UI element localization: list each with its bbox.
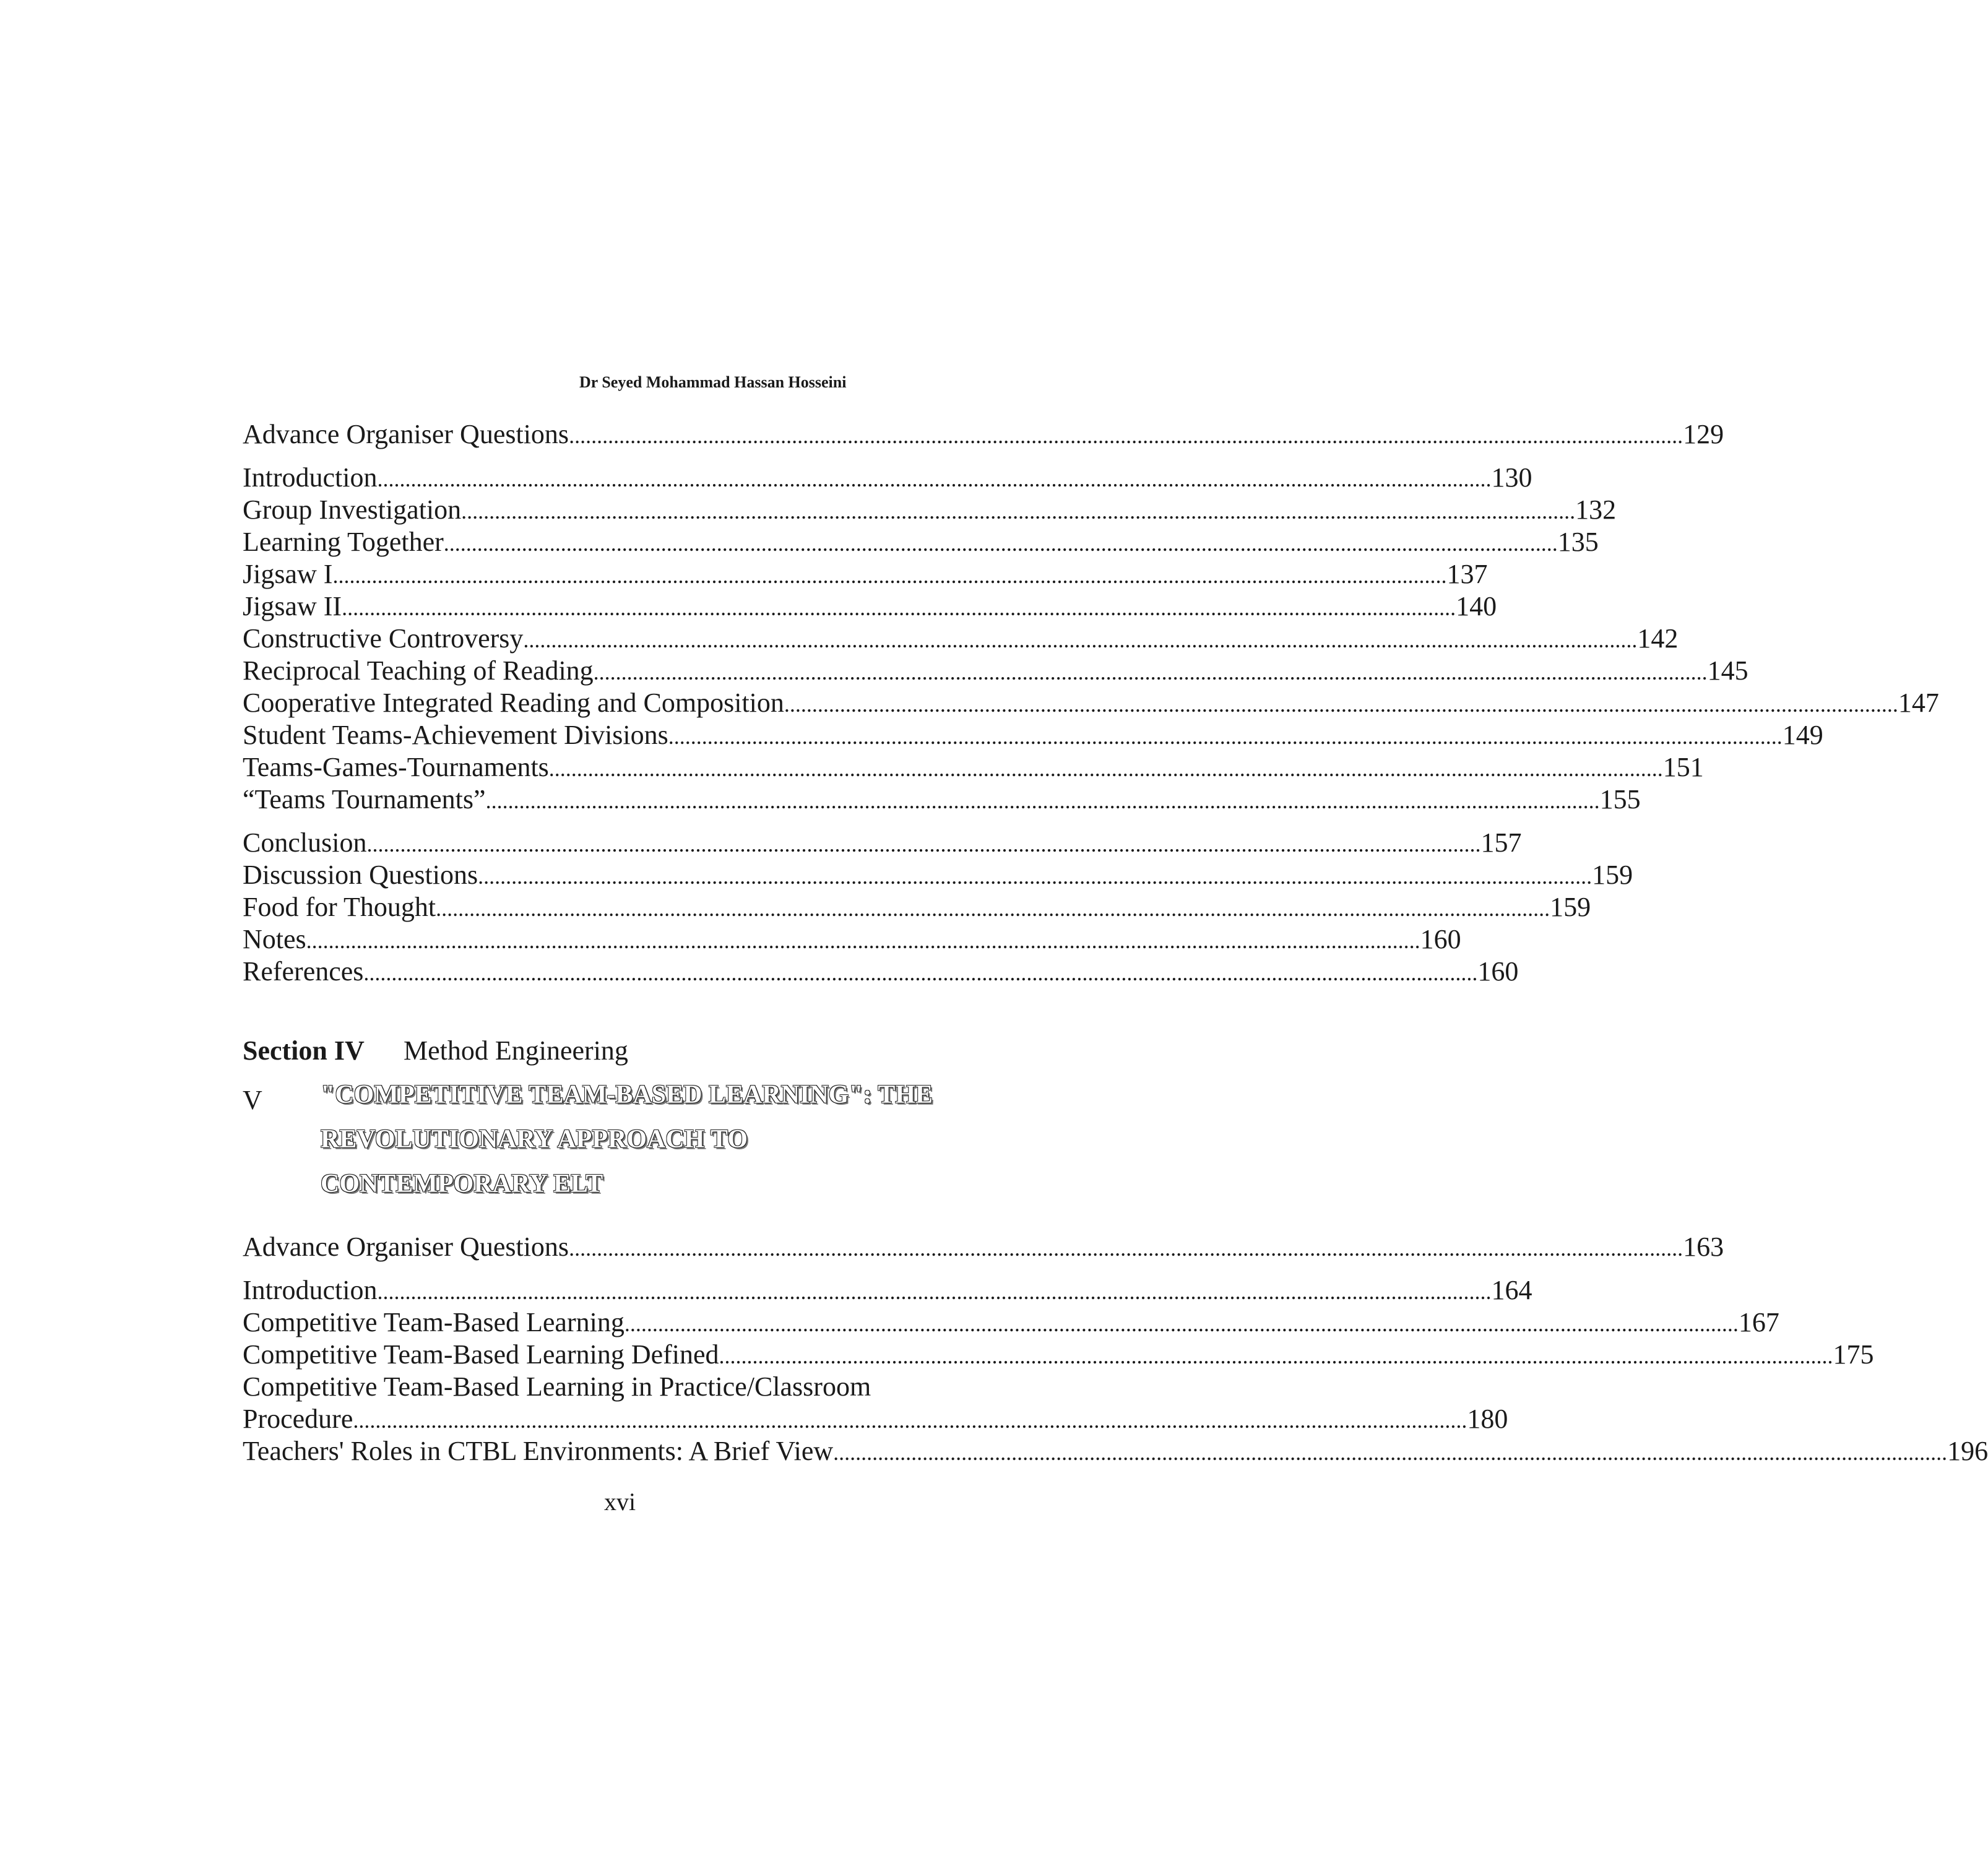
toc-entry-title: Teachers' Roles in CTBL Environments: A Brief View — [243, 1436, 834, 1466]
toc-entry — [243, 751, 1704, 784]
toc-entry-page: 145 — [1707, 655, 1748, 686]
toc-entry-title: Jigsaw II — [243, 591, 342, 621]
chapter-title-line: "COMPETITIVE TEAM-BASED LEARNING": THE — [321, 1081, 933, 1109]
toc-entry-title: Group Investigation — [243, 494, 462, 525]
toc-entry-page: 157 — [1480, 827, 1522, 858]
toc-entry-title: Food for Thought — [243, 892, 436, 922]
toc-entry — [243, 526, 1599, 558]
toc-entry — [243, 891, 1591, 923]
toc-leader-dots: ........................................................................................................................................................................................................ — [668, 724, 1783, 749]
toc-entry — [243, 1435, 1988, 1467]
toc-leader-dots: ........................................................................................................................................................................................................ — [719, 1344, 1833, 1368]
toc-leader-dots: ........................................................................................................................................................................................................ — [436, 896, 1550, 921]
toc-entry-title: References — [243, 956, 364, 987]
toc-entry — [243, 1339, 1874, 1371]
toc-entry-page: 142 — [1637, 623, 1679, 654]
toc-entry-title: Competitive Team-Based Learning — [243, 1307, 624, 1337]
toc-entry-title: Advance Organiser Questions — [243, 1232, 569, 1262]
toc-entry-title: Competitive Team-Based Learning Defined — [243, 1339, 719, 1370]
toc-entry — [243, 923, 1461, 956]
toc-entry-page: 163 — [1683, 1232, 1724, 1262]
toc-entry-page: 160 — [1420, 924, 1461, 954]
toc-leader-dots: ........................................................................................................................................................................................................ — [784, 692, 1898, 717]
toc-leader-dots: ........................................................................................................................................................................................................ — [833, 1440, 1948, 1465]
toc-entry-page: 159 — [1550, 892, 1591, 922]
toc-leader-dots: ........................................................................................................................................................................................................ — [569, 423, 1683, 448]
section-label: Section IV — [243, 1035, 365, 1066]
toc-entry-title: Notes — [243, 924, 306, 954]
toc-entry-page: 132 — [1575, 494, 1617, 525]
section-heading — [243, 1034, 628, 1068]
toc-entry — [243, 462, 1532, 494]
toc-leader-dots: ........................................................................................................................................................................................................ — [624, 1311, 1739, 1336]
toc-entry-page: 160 — [1477, 956, 1519, 987]
toc-entry — [243, 1274, 1532, 1306]
toc-leader-dots: ........................................................................................................................................................................................................ — [569, 1236, 1683, 1261]
section-name: Method Engineering — [404, 1035, 628, 1066]
toc-entry-title: Teams-Games-Tournaments — [243, 752, 549, 782]
toc-entry-title: Conclusion — [243, 827, 367, 858]
toc-entry-page: 167 — [1738, 1307, 1779, 1337]
toc-entry-title: Reciprocal Teaching of Reading — [243, 655, 594, 686]
toc-entry — [243, 1403, 1508, 1435]
toc-leader-dots: ........................................................................................................................................................................................................ — [377, 1279, 1492, 1304]
toc-leader-dots: ........................................................................................................................................................................................................ — [332, 563, 1447, 588]
toc-entry-title: Cooperative Integrated Reading and Composition — [243, 688, 784, 718]
toc-entry — [243, 784, 1641, 816]
toc-entry-page: 129 — [1683, 419, 1724, 449]
toc-entry-page: 175 — [1833, 1339, 1874, 1370]
toc-entry-page: 149 — [1782, 720, 1823, 750]
toc-leader-dots: ........................................................................................................................................................................................................ — [523, 628, 1638, 652]
toc-entry-page: 137 — [1446, 559, 1488, 589]
toc-entry-title: Advance Organiser Questions — [243, 419, 569, 449]
toc-entry-title: Jigsaw I — [243, 559, 333, 589]
toc-entry-page: 180 — [1467, 1404, 1508, 1434]
chapter-title-line: CONTEMPORARY ELT — [321, 1170, 603, 1198]
toc-entry-title: Learning Together — [243, 527, 444, 557]
toc-entry-title: “Teams Tournaments” — [243, 784, 486, 814]
chapter-title — [321, 1073, 1001, 1206]
toc-entry — [243, 687, 1939, 719]
toc-entry — [243, 1231, 1724, 1263]
toc-entry-page: 130 — [1491, 462, 1532, 493]
running-head: Dr Seyed Mohammad Hassan Hosseini — [579, 373, 847, 391]
toc-entry-page: 164 — [1491, 1275, 1532, 1305]
toc-entry — [243, 956, 1519, 988]
toc-entry — [243, 494, 1617, 526]
toc-entry-title: Introduction — [243, 1275, 378, 1305]
toc-entry-title: Student Teams-Achievement Divisions — [243, 720, 668, 750]
page-number: xvi — [604, 1488, 636, 1516]
chapter-title-line: REVOLUTIONARY APPROACH TO — [321, 1125, 748, 1154]
toc-entry-page: 159 — [1592, 860, 1633, 890]
toc-entry — [243, 827, 1522, 859]
toc-entry-page: 151 — [1662, 752, 1704, 782]
toc-entry — [243, 418, 1724, 451]
toc-entry-page: 155 — [1599, 784, 1641, 814]
toc-entry — [243, 859, 1633, 891]
toc-leader-dots: ........................................................................................................................................................................................................ — [443, 531, 1558, 556]
toc-leader-dots: ........................................................................................................................................................................................................ — [485, 788, 1600, 813]
toc-entry-first-line: Competitive Team-Based Learning in Practice/Classroom — [243, 1371, 871, 1402]
toc-leader-dots: ........................................................................................................................................................................................................ — [593, 660, 1708, 684]
toc-entry-title: Constructive Controversy — [243, 623, 524, 654]
toc-entry-page: 196 — [1947, 1436, 1988, 1466]
toc-entry — [243, 655, 1748, 687]
toc-entry — [243, 558, 1488, 590]
toc-entry-title: Discussion Questions — [243, 860, 478, 890]
toc-entry — [243, 719, 1823, 751]
toc-entry — [243, 590, 1497, 623]
toc-leader-dots: ........................................................................................................................................................................................................ — [461, 499, 1576, 524]
toc-entry-page: 147 — [1898, 688, 1939, 718]
toc-entry-page: 140 — [1456, 591, 1497, 621]
toc-leader-dots: ........................................................................................................................................................................................................ — [377, 467, 1492, 491]
toc-leader-dots: ........................................................................................................................................................................................................ — [342, 595, 1456, 620]
toc-leader-dots: ........................................................................................................................................................................................................ — [478, 864, 1593, 889]
toc-leader-dots: ........................................................................................................................................................................................................ — [353, 1408, 1467, 1433]
toc-entry-page: 135 — [1557, 527, 1599, 557]
toc-leader-dots: ........................................................................................................................................................................................................ — [363, 961, 1478, 985]
toc-entry-title: Procedure — [243, 1404, 353, 1434]
toc-entry — [243, 623, 1679, 655]
chapter-number: V — [243, 1085, 262, 1115]
toc-leader-dots: ........................................................................................................................................................................................................ — [366, 832, 1481, 857]
toc-entry — [243, 1306, 1779, 1339]
toc-leader-dots: ........................................................................................................................................................................................................ — [548, 756, 1663, 781]
toc-part2 — [243, 1231, 1988, 1467]
toc-entry-title: Introduction — [243, 462, 378, 493]
toc-leader-dots: ........................................................................................................................................................................................................ — [306, 928, 1420, 953]
toc-part1 — [243, 418, 1939, 988]
